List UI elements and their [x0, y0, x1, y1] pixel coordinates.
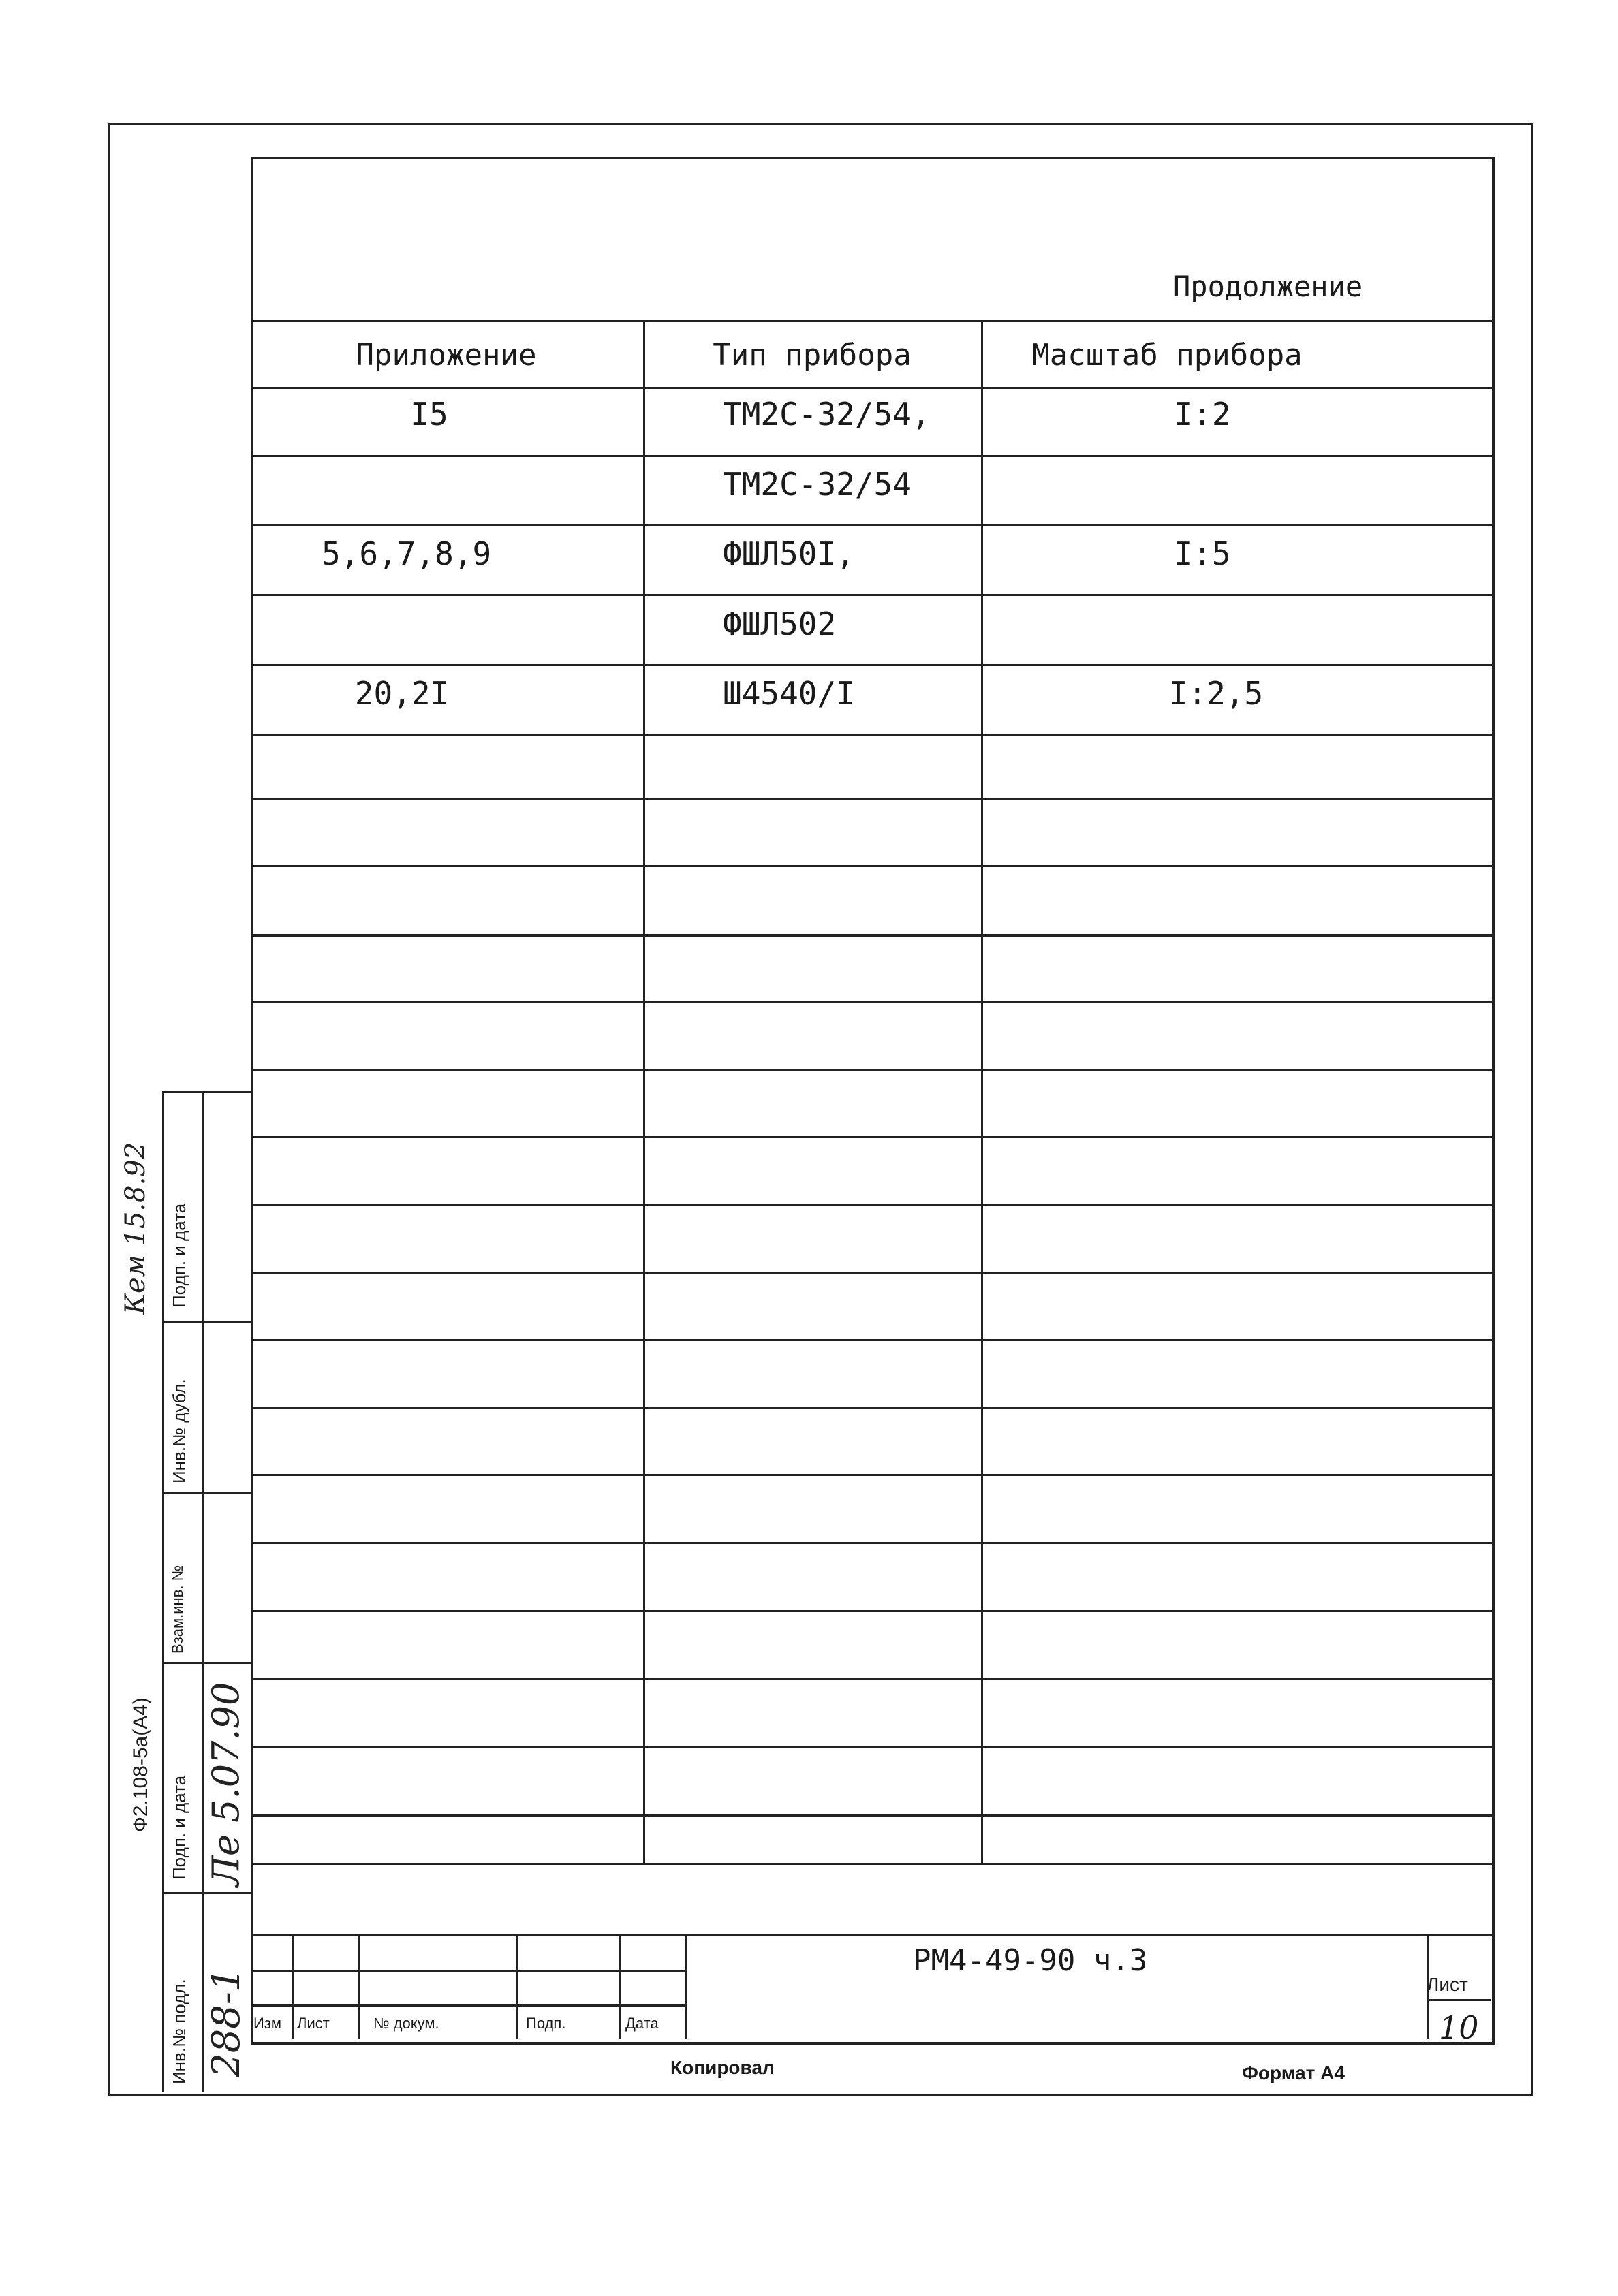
table-row-line — [251, 594, 1492, 596]
table-cell: Ш4540/I — [723, 675, 855, 712]
drawing-frame — [251, 157, 1495, 2045]
title-block-line — [516, 1934, 518, 2039]
side-stamp-line — [162, 1091, 251, 1093]
column-header-device-scale: Масштаб прибора — [1031, 338, 1303, 373]
title-block-line — [619, 1934, 621, 2039]
table-row-line — [251, 934, 1492, 937]
table-cell: I:5 — [1174, 535, 1231, 572]
column-divider-2 — [981, 320, 983, 1863]
table-row-line — [251, 1069, 1492, 1071]
table-row-line — [251, 1339, 1492, 1341]
table-row-line — [251, 1136, 1492, 1138]
header-divider — [251, 320, 1492, 322]
form-code: Ф2.108-5а(А4) — [129, 1697, 152, 1832]
table-row-line — [251, 1863, 1492, 1865]
title-block-line — [358, 1934, 360, 2039]
table-row-line — [251, 1610, 1492, 1612]
table-row-line — [251, 734, 1492, 736]
table-cell: TM2C-32/54, — [723, 396, 931, 433]
sheet-label: Лист — [1427, 1974, 1468, 1995]
side-stamp-label: Подп. и дата — [169, 1775, 189, 1880]
table-cell: I:2 — [1174, 396, 1231, 433]
side-stamp-line — [162, 1662, 251, 1664]
side-stamp-line — [162, 1091, 164, 2092]
title-block-header: Изм — [253, 2015, 282, 2032]
table-row-line — [251, 1001, 1492, 1003]
side-stamp-label: Подп. и дата — [169, 1203, 189, 1308]
table-row-line — [251, 1542, 1492, 1544]
title-block-line — [685, 1934, 687, 2039]
table-cell: 20,2I — [354, 675, 450, 712]
table-cell: ФШЛ502 — [723, 606, 837, 642]
column-header-application: Приложение — [356, 338, 537, 373]
table-row-line — [251, 1814, 1492, 1817]
table-row-line — [251, 1746, 1492, 1748]
table-row-line — [251, 524, 1492, 526]
title-block-header: Дата — [625, 2015, 659, 2032]
side-stamp-label: Инв.№ подл. — [169, 1979, 189, 2084]
table-row-line — [251, 865, 1492, 867]
side-stamp-label: Взам.инв. № — [169, 1564, 186, 1654]
document-number: РМ4-49-90 ч.3 — [913, 1943, 1148, 1978]
title-block-header: Подп. — [526, 2015, 566, 2032]
table-cell: ФШЛ50I, — [723, 535, 855, 572]
table-row-line — [251, 455, 1492, 457]
table-cell: I:2,5 — [1168, 675, 1264, 712]
copied-label: Копировал — [670, 2057, 775, 2078]
table-row-line — [251, 1407, 1492, 1409]
title-block-top — [251, 1934, 1492, 1936]
handwritten-inventory-number: 288-1 — [204, 1967, 249, 2077]
table-cell: 5,6,7,8,9 — [322, 535, 492, 572]
table-row-line — [251, 1678, 1492, 1680]
title-block-header: № докум. — [373, 2015, 439, 2032]
continuation-label: Продолжение — [1173, 270, 1363, 303]
column-header-device-type: Тип прибора — [713, 338, 912, 373]
title-block-line — [292, 1934, 294, 2039]
format-label: Формат А4 — [1242, 2062, 1345, 2083]
side-stamp-label: Инв.№ дубл. — [169, 1379, 189, 1483]
title-block-line — [1427, 1999, 1491, 2001]
side-stamp-line — [162, 1492, 251, 1494]
side-stamp-line — [202, 1091, 204, 2092]
table-row-line — [251, 1204, 1492, 1206]
handwritten-signature-date: Ле 5.07.90 — [204, 1682, 247, 1887]
table-row-line — [251, 1272, 1492, 1274]
sheet-number: 10 — [1439, 2009, 1479, 2046]
title-block-header: Лист — [297, 2015, 330, 2032]
table-cell: I5 — [410, 396, 448, 433]
table-row-line — [251, 798, 1492, 800]
side-stamp-line — [162, 1321, 251, 1323]
side-stamp-line — [162, 1892, 251, 1894]
handwritten-signature-date: Кем 15.8.92 — [120, 1142, 151, 1315]
table-row-line — [251, 387, 1492, 389]
column-divider-1 — [643, 320, 645, 1863]
table-row-line — [251, 664, 1492, 666]
table-row-line — [251, 1474, 1492, 1476]
table-cell: TM2C-32/54 — [723, 466, 912, 503]
